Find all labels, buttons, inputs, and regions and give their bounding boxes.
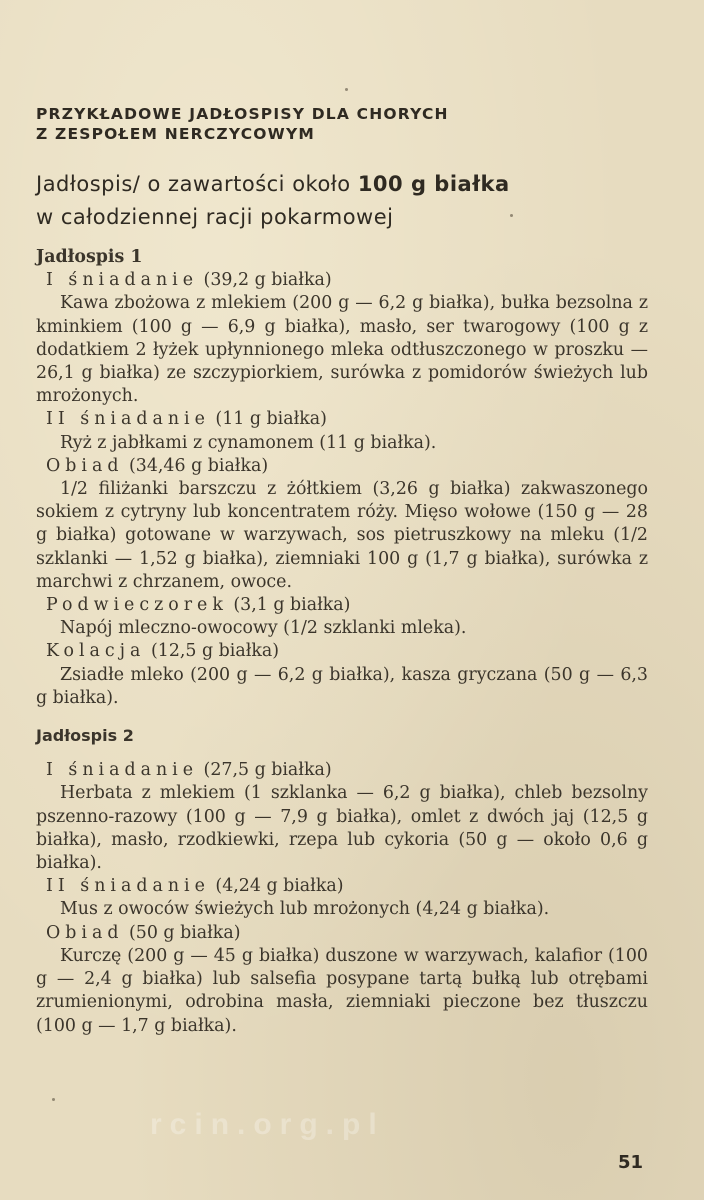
section-heading (36, 104, 656, 144)
menu2-lunch-text: Kurczę (200 g — 45 g białka) duszone w warzywach, kalafior (100 g — 2,4 g białka) lub salsefia posypane tartą bułką lub otrębami zrumienionymi, odrobina masła, ziemniaki pieczone bez tłuszczu (100 g — 1,7 g białka). (36, 945, 648, 1036)
menu1-lunch-text: 1/2 filiżanki barszczu z żółtkiem (3,26 g białka) zakwaszonego sokiem z cytryny lub koncentratem róży. Mięso wołowe (150 g — 28 g białka) gotowane w warzywach, sos pietruszkowy na mleku (1/2 szklanki — 1,52 g białka), ziemniaki 100 g (1,7 g białka), surówka z marchwi z chrzanem, owoce. (36, 479, 648, 592)
menu1-dinner-text: Zsiadłe mleko (200 g — 6,2 g białka), kasza gryczana (50 g — 6,3 g białka). (36, 664, 648, 708)
subtitle-line-1 (36, 168, 666, 201)
meal-label: I śniadanie (46, 760, 199, 781)
menu1-breakfast2-text: Ryż z jabłkami z cynamonem (11 g białka). (60, 432, 437, 453)
menu2-breakfast2-text: Mus z owoców świeżych lub mrożonych (4,24 g białka). (60, 899, 550, 920)
menu1-dinner-heading (36, 640, 648, 663)
meal-protein: (39,2 g białka) (203, 270, 332, 291)
section-heading-line-2: Z ZESPOŁEM NERCZYCOWYM (36, 125, 316, 143)
menu2-lunch-heading (36, 922, 648, 945)
subtitle-part-a: Jadłospis (36, 172, 133, 196)
meal-protein: (3,1 g białka) (233, 595, 351, 616)
meal-label: Kolacja (46, 641, 146, 662)
meal-protein: (50 g białka) (128, 922, 241, 943)
menu1-breakfast1-heading (36, 269, 648, 292)
menu2-title: Jadłospis 2 (36, 726, 134, 746)
menu1-lunch-heading (36, 455, 648, 478)
print-speck (52, 1098, 55, 1101)
meal-label: II śniadanie (46, 876, 210, 897)
meal-label: Podwieczorek (46, 595, 228, 616)
meal-protein: (12,5 g białka) (150, 641, 280, 662)
meal-protein: (4,24 g białka) (215, 876, 344, 897)
section-heading-line-1: PRZYKŁADOWE JADŁOSPISY DLA CHORYCH (36, 105, 449, 123)
menu1-tea-text: Napój mleczno-owocowy (1/2 szklanki mleka). (60, 618, 467, 639)
meal-protein: (27,5 g białka) (203, 760, 332, 781)
menu-text (36, 246, 648, 1038)
menu1-breakfast1-text: Kawa zbożowa z mlekiem (200 g — 6,2 g białka), bułka bezsolna z kminkiem (100 g — 6,9 g białka), masło, ser twarogowy (100 g z dodatkiem 2 łyżek upłynnionego mleka odtłuszczonego w proszku — 26,1 g białka) ze szczypiorkiem, surówka z pomidorów świeżych lub mrożonych. (36, 293, 648, 407)
meal-label: II śniadanie (46, 409, 210, 430)
meal-label: I śniadanie (46, 270, 199, 291)
meal-protein: (11 g białka) (215, 409, 327, 430)
meal-protein: (34,46 g białka) (128, 455, 269, 476)
page-number: 51 (618, 1152, 644, 1173)
menu2-breakfast1-heading (36, 759, 648, 782)
menu2-breakfast1-text: Herbata z mlekiem (1 szklanka — 6,2 g białka), chleb bezsolny pszenno-razowy (100 g — 7,9 g białka), omlet z dwóch jaj (12,5 g białka), masło, rzodkiewki, rzepa lub cykoria (50 g — około 0,6 g białka). (36, 783, 648, 874)
menu2-breakfast2-heading (36, 875, 648, 898)
watermark: rcin.org.pl (150, 1108, 385, 1141)
print-speck (345, 88, 348, 91)
menu1-title: Jadłospis 1 (36, 247, 143, 267)
subtitle-part-b: / o zawartości około (132, 172, 351, 196)
subtitle-line-2: w całodziennej racji pokarmowej (36, 205, 394, 229)
subtitle (36, 168, 666, 234)
subtitle-part-c: 100 g białka (357, 172, 510, 196)
meal-label: Obiad (46, 455, 124, 476)
print-speck (510, 214, 513, 217)
menu1-tea-heading (36, 594, 648, 617)
menu1-breakfast2-heading (36, 408, 648, 431)
meal-label: Obiad (46, 922, 124, 943)
